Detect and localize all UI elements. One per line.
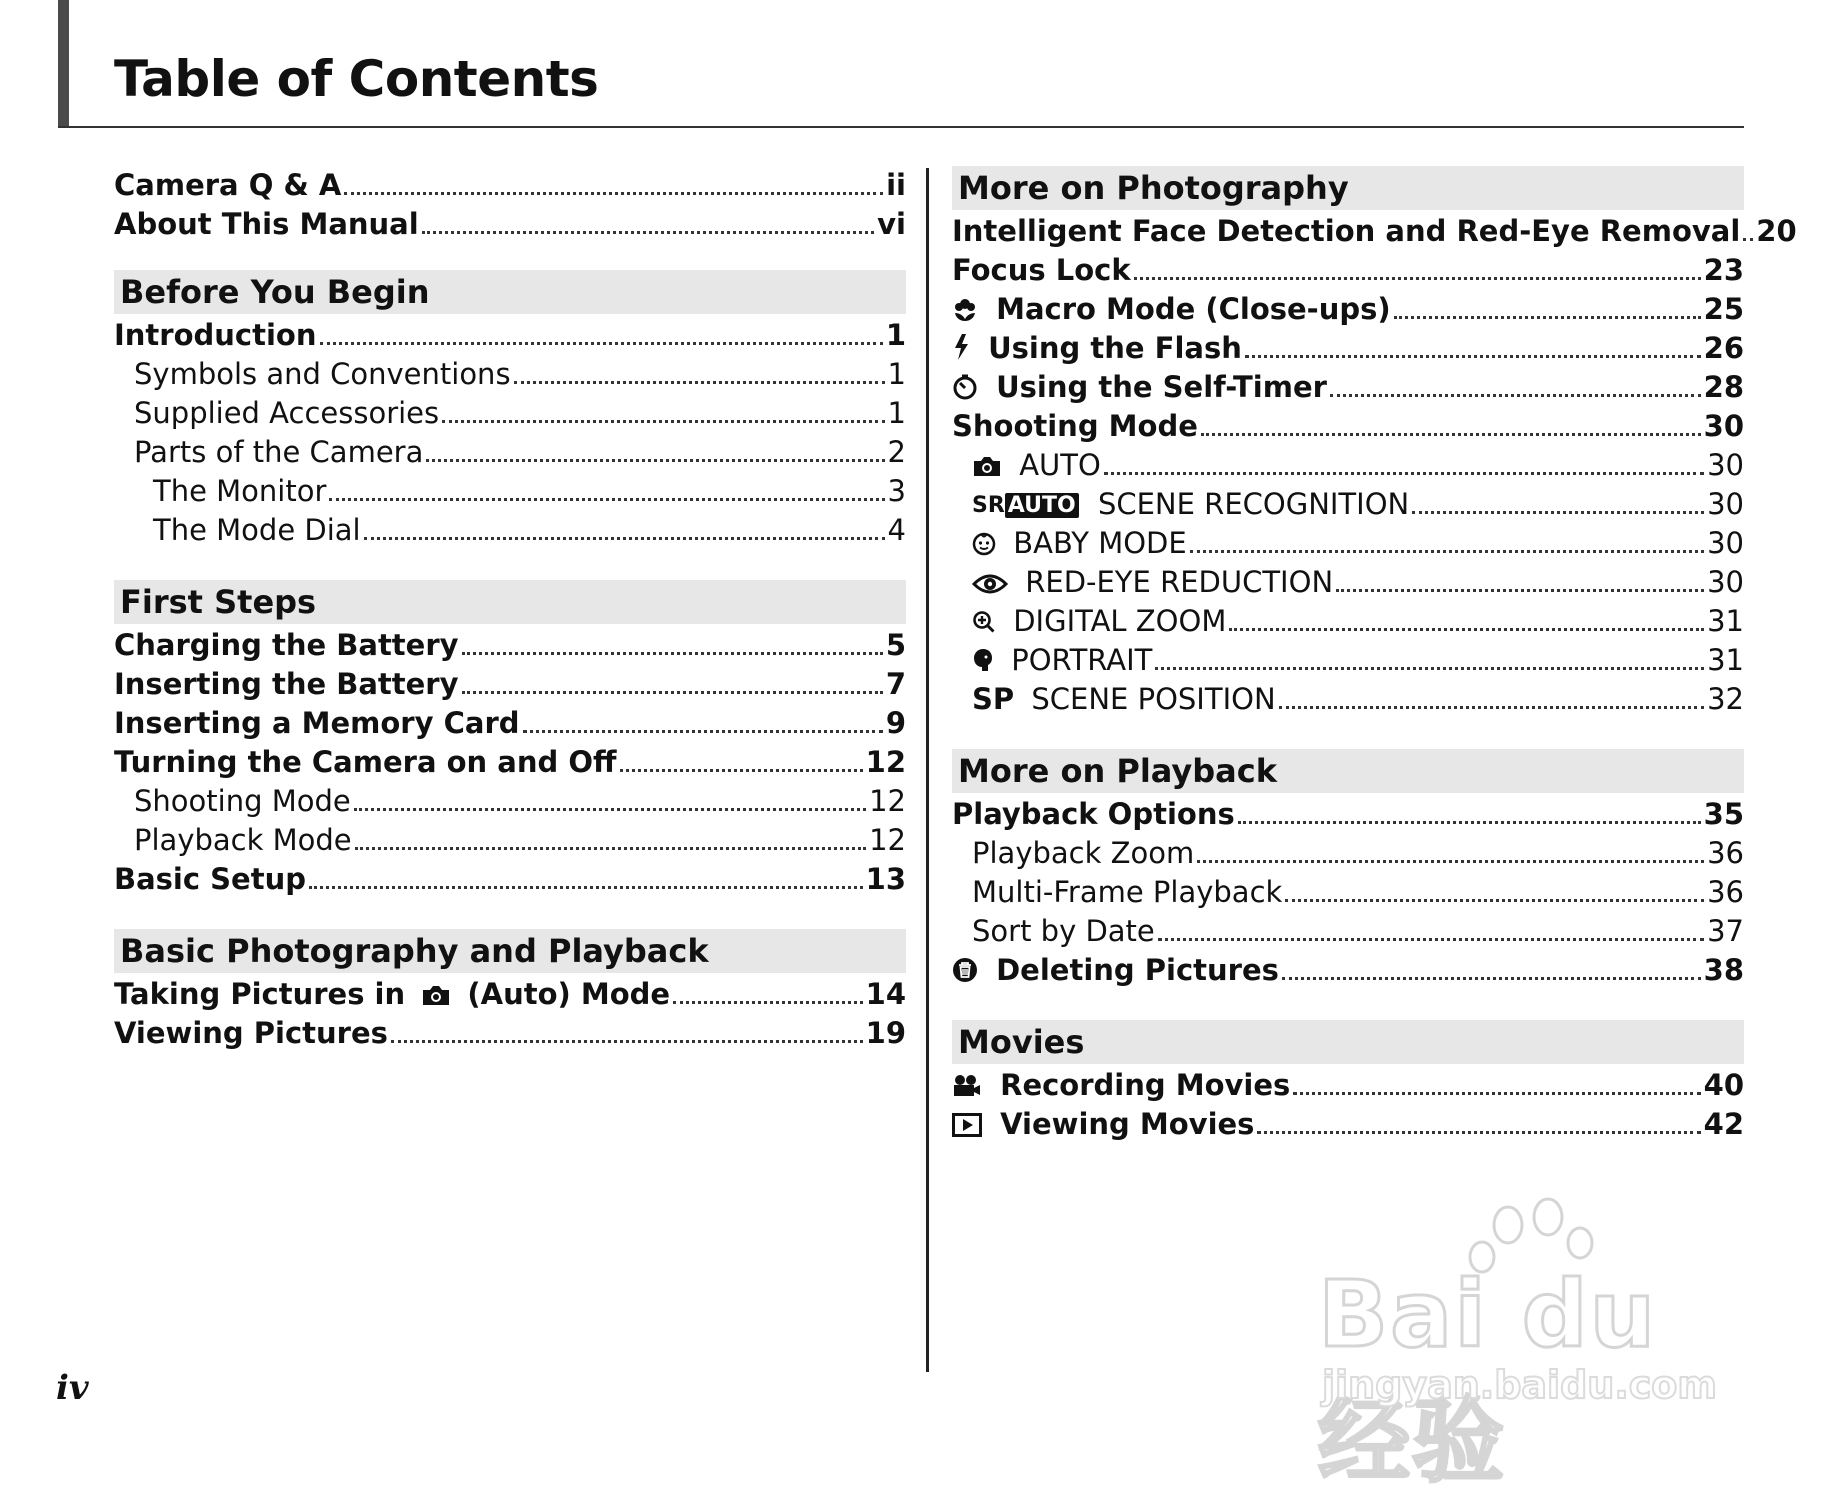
toc-entry-text: Using the Flash	[988, 331, 1242, 365]
toc-entry-label: Basic Setup	[114, 862, 306, 896]
toc-entry-page: 4	[887, 513, 906, 547]
toc-entry-playback-mode[interactable]	[114, 821, 906, 860]
toc-entry-label: Inserting a Memory Card	[114, 706, 520, 740]
dot-leader	[355, 847, 866, 850]
toc-entry-text: Recording Movies	[1000, 1068, 1291, 1102]
toc-entry-auto[interactable]	[952, 446, 1744, 485]
sr-auto-icon	[972, 486, 1079, 525]
toc-entry-label: Inserting the Battery	[114, 667, 459, 701]
toc-entry-self-timer[interactable]	[952, 368, 1744, 407]
toc-entry-page: 31	[1707, 604, 1744, 638]
dot-leader	[1285, 899, 1704, 902]
dot-leader	[514, 381, 885, 384]
toc-entry-page: 30	[1707, 565, 1744, 599]
toc-entry-page: 30	[1707, 487, 1744, 521]
toc-entry-label: Camera Q & A	[114, 168, 342, 202]
toc-entry-text: RED-EYE REDUCTION	[1025, 565, 1334, 599]
toc-entry-label: Viewing Pictures	[114, 1016, 388, 1050]
dot-leader	[1134, 277, 1701, 280]
toc-entry-text: PORTRAIT	[1011, 643, 1153, 677]
toc-entry-text: BABY MODE	[1013, 526, 1187, 560]
toc-entry-page: ii	[886, 168, 906, 202]
camera-icon	[421, 983, 451, 1007]
toc-entry-page: 25	[1703, 292, 1744, 326]
dot-leader	[1104, 472, 1704, 475]
toc-entry-turning-on-off[interactable]	[114, 743, 906, 782]
toc-entry-text: Viewing Movies	[1000, 1107, 1255, 1141]
toc-entry-label: Intelligent Face Detection and Red-Eye Removal	[952, 214, 1741, 248]
section-heading-more-on-photography: More on Photography	[952, 166, 1744, 210]
toc-entry-label: Charging the Battery	[114, 628, 459, 662]
toc-entry-page: 37	[1707, 914, 1744, 948]
dot-leader	[1293, 1092, 1700, 1095]
toc-entry-basic-setup[interactable]	[114, 860, 906, 899]
section-heading-basic-photography: Basic Photography and Playback	[114, 929, 906, 973]
toc-entry-introduction[interactable]	[114, 316, 906, 355]
trash-icon	[952, 957, 978, 983]
toc-entry-page: 12	[869, 784, 906, 818]
dot-leader	[1257, 1131, 1700, 1134]
toc-entry-label: Shooting Mode	[952, 409, 1198, 443]
toc-entry-portrait[interactable]	[952, 641, 1744, 680]
toc-entry-page: 1	[887, 357, 906, 391]
toc-entry-label: Focus Lock	[952, 253, 1131, 287]
toc-entry-page: 40	[1703, 1068, 1744, 1102]
toc-entry-page: 30	[1707, 448, 1744, 482]
toc-entry-symbols[interactable]	[114, 355, 906, 394]
toc-entry-label: Multi-Frame Playback	[972, 875, 1283, 909]
toc-entry-label: Playback Mode	[134, 823, 352, 857]
toc-entry-red-eye[interactable]	[952, 563, 1744, 602]
self-timer-icon	[952, 374, 978, 400]
column-divider	[926, 168, 929, 1372]
dot-leader	[329, 498, 884, 501]
sr-auto-icon-auto: AUTO	[1005, 493, 1079, 518]
left-column	[114, 166, 906, 1053]
toc-entry-playback-options[interactable]	[952, 795, 1744, 834]
dot-leader	[1201, 433, 1701, 436]
dot-leader	[1336, 589, 1704, 592]
toc-entry-multi-frame[interactable]	[952, 873, 1744, 912]
dot-leader	[309, 886, 863, 889]
toc-entry-page: 12	[869, 823, 906, 857]
toc-entry-focus-lock[interactable]	[952, 251, 1744, 290]
dot-leader	[422, 231, 874, 234]
toc-entry-label	[972, 563, 1333, 602]
portrait-icon	[972, 647, 994, 673]
toc-entry-page: 42	[1703, 1107, 1744, 1141]
dot-leader	[1197, 860, 1704, 863]
toc-entry-label	[972, 680, 1276, 719]
section-heading-more-on-playback: More on Playback	[952, 749, 1744, 793]
toc-entry-page: 26	[1703, 331, 1744, 365]
toc-entry-baby-mode[interactable]	[952, 524, 1744, 563]
toc-entry-text: DIGITAL ZOOM	[1013, 604, 1227, 638]
dot-leader	[1394, 316, 1701, 319]
toc-entry-page: vi	[877, 207, 906, 241]
toc-entry-label	[952, 1066, 1290, 1105]
dot-leader	[364, 537, 885, 540]
dot-leader	[426, 459, 884, 462]
macro-flower-icon	[952, 296, 978, 322]
toc-entry-about-manual[interactable]	[114, 205, 906, 244]
toc-entry-label: The Monitor	[153, 474, 327, 508]
dot-leader	[391, 1040, 863, 1043]
dot-leader	[1238, 821, 1701, 824]
toc-entry-label	[952, 329, 1242, 368]
toc-entry-page: 31	[1707, 643, 1744, 677]
toc-entry-label: Symbols and Conventions	[134, 357, 511, 391]
dot-leader	[1330, 394, 1701, 397]
section-heading-first-steps: First Steps	[114, 580, 906, 624]
toc-entry-page: 3	[887, 474, 906, 508]
toc-entry-shooting-mode[interactable]	[114, 782, 906, 821]
dot-leader	[1245, 355, 1701, 358]
toc-entry-page: 32	[1707, 682, 1744, 716]
toc-entry-parts[interactable]	[114, 433, 906, 472]
dot-leader	[1155, 667, 1704, 670]
toc-entry-page: 38	[1703, 953, 1744, 987]
dot-leader	[1743, 238, 1753, 241]
toc-entry-label	[952, 1105, 1254, 1144]
toc-entry-page: 7	[885, 667, 906, 701]
play-icon	[952, 1113, 982, 1137]
toc-entry-label: About This Manual	[114, 207, 419, 241]
toc-entry-label	[952, 368, 1327, 407]
toc-entry-charging[interactable]	[114, 626, 906, 665]
watermark-url: jingyan.baidu.com	[1322, 1363, 1717, 1407]
watermark-brand: Bai du 经验	[1318, 1261, 1658, 1495]
toc-entry-taking-pictures[interactable]	[114, 975, 906, 1014]
toc-entry-label	[972, 602, 1226, 641]
toc-entry-label-after: (Auto) Mode	[467, 977, 671, 1011]
toc-entry-page: 5	[885, 628, 906, 662]
dot-leader	[462, 652, 883, 655]
toc-entry-label	[972, 446, 1101, 485]
movie-camera-icon	[952, 1074, 982, 1098]
toc-entry-viewing-movies[interactable]	[952, 1105, 1744, 1144]
toc-entry-page: 14	[865, 977, 906, 1011]
intro-list	[114, 166, 906, 244]
toc-entry-page: 1	[885, 318, 906, 352]
toc-entry-macro-mode[interactable]	[952, 290, 1744, 329]
toc-entry-recording-movies[interactable]	[952, 1066, 1744, 1105]
toc-entry-page: 30	[1707, 526, 1744, 560]
toc-entry-monitor[interactable]	[114, 472, 906, 511]
dot-leader	[354, 808, 866, 811]
sp-icon: SP	[972, 682, 1015, 716]
dot-leader	[442, 420, 884, 423]
toc-entry-text: SCENE POSITION	[1031, 682, 1276, 716]
toc-entry-memory-card[interactable]	[114, 704, 906, 743]
toc-entry-label	[972, 485, 1409, 525]
toc-entry-label	[114, 975, 670, 1014]
toc-entry-page: 36	[1707, 875, 1744, 909]
dot-leader	[320, 342, 883, 345]
baby-face-icon	[972, 532, 996, 556]
toc-entry-scene-position[interactable]	[952, 680, 1744, 719]
toc-entry-mode-dial[interactable]	[114, 511, 906, 550]
toc-entry-label: The Mode Dial	[153, 513, 361, 547]
toc-entry-digital-zoom[interactable]	[952, 602, 1744, 641]
flash-icon	[952, 333, 970, 361]
toc-entry-text: Macro Mode (Close-ups)	[996, 292, 1391, 326]
toc-entry-page: 19	[865, 1016, 906, 1050]
toc-entry-sort-by-date[interactable]	[952, 912, 1744, 951]
toc-entry-label: Shooting Mode	[134, 784, 351, 818]
page-accent-bar	[58, 0, 69, 128]
toc-entry-flash[interactable]	[952, 329, 1744, 368]
toc-entry-label-before: Taking Pictures in	[114, 977, 406, 1011]
section-heading-movies: Movies	[952, 1020, 1744, 1064]
toc-entry-page: 28	[1703, 370, 1744, 404]
toc-entry-label: Parts of the Camera	[134, 435, 424, 469]
toc-entry-inserting-battery[interactable]	[114, 665, 906, 704]
toc-entry-label: Sort by Date	[972, 914, 1155, 948]
toc-entry-label	[972, 641, 1152, 680]
dot-leader	[673, 1001, 863, 1004]
dot-leader	[1229, 628, 1704, 631]
toc-entry-page: 13	[865, 862, 906, 896]
dot-leader	[344, 192, 883, 195]
toc-entry-accessories[interactable]	[114, 394, 906, 433]
title-rule	[58, 126, 1744, 128]
toc-entry-page: 1	[887, 396, 906, 430]
camera-icon	[972, 454, 1002, 478]
toc-entry-deleting-pictures[interactable]	[952, 951, 1744, 990]
zoom-plus-icon	[972, 610, 996, 634]
page-number: iv	[56, 1368, 89, 1408]
toc-entry-page: 36	[1707, 836, 1744, 870]
toc-entry-label	[952, 290, 1391, 329]
toc-entry-label: Playback Zoom	[972, 836, 1195, 870]
toc-entry-text: AUTO	[1019, 448, 1101, 482]
toc-entry-page: 23	[1703, 253, 1744, 287]
toc-entry-page: 35	[1703, 797, 1744, 831]
dot-leader	[1158, 938, 1704, 941]
toc-entry-page: 30	[1703, 409, 1744, 443]
toc-entry-text: SCENE RECOGNITION	[1097, 487, 1410, 521]
dot-leader	[462, 691, 883, 694]
dot-leader	[1279, 706, 1704, 709]
toc-entry-playback-zoom[interactable]	[952, 834, 1744, 873]
toc-entry-page: 9	[885, 706, 906, 740]
baidu-watermark	[1318, 1195, 1754, 1495]
toc-entry-label	[952, 951, 1279, 990]
dot-leader	[1190, 550, 1704, 553]
section-heading-before-you-begin: Before You Begin	[114, 270, 906, 314]
toc-entry-page: 20	[1756, 214, 1797, 248]
sr-auto-icon-sr: SR	[972, 493, 1005, 518]
toc-entry-scene-recognition[interactable]	[952, 485, 1744, 524]
toc-entry-label: Playback Options	[952, 797, 1235, 831]
dot-leader	[620, 769, 863, 772]
toc-entry-face-detection[interactable]	[952, 212, 1797, 251]
dot-leader	[523, 730, 883, 733]
dot-leader	[1282, 977, 1701, 980]
toc-entry-viewing-pictures[interactable]	[114, 1014, 906, 1053]
dot-leader	[1412, 511, 1704, 514]
toc-entry-camera-qa[interactable]	[114, 166, 906, 205]
eye-icon	[972, 573, 1008, 595]
toc-entry-shooting-mode-detail[interactable]	[952, 407, 1744, 446]
toc-entry-label: Supplied Accessories	[134, 396, 440, 430]
toc-entry-page: 12	[865, 745, 906, 779]
toc-entry-text: Using the Self-Timer	[996, 370, 1327, 404]
toc-entry-label	[972, 524, 1187, 563]
page-title: Table of Contents	[114, 50, 599, 108]
toc-entry-label: Introduction	[114, 318, 317, 352]
toc-entry-text: Deleting Pictures	[996, 953, 1279, 987]
toc-entry-page: 2	[887, 435, 906, 469]
toc-entry-label: Turning the Camera on and Off	[114, 745, 617, 779]
right-column	[952, 166, 1797, 1144]
